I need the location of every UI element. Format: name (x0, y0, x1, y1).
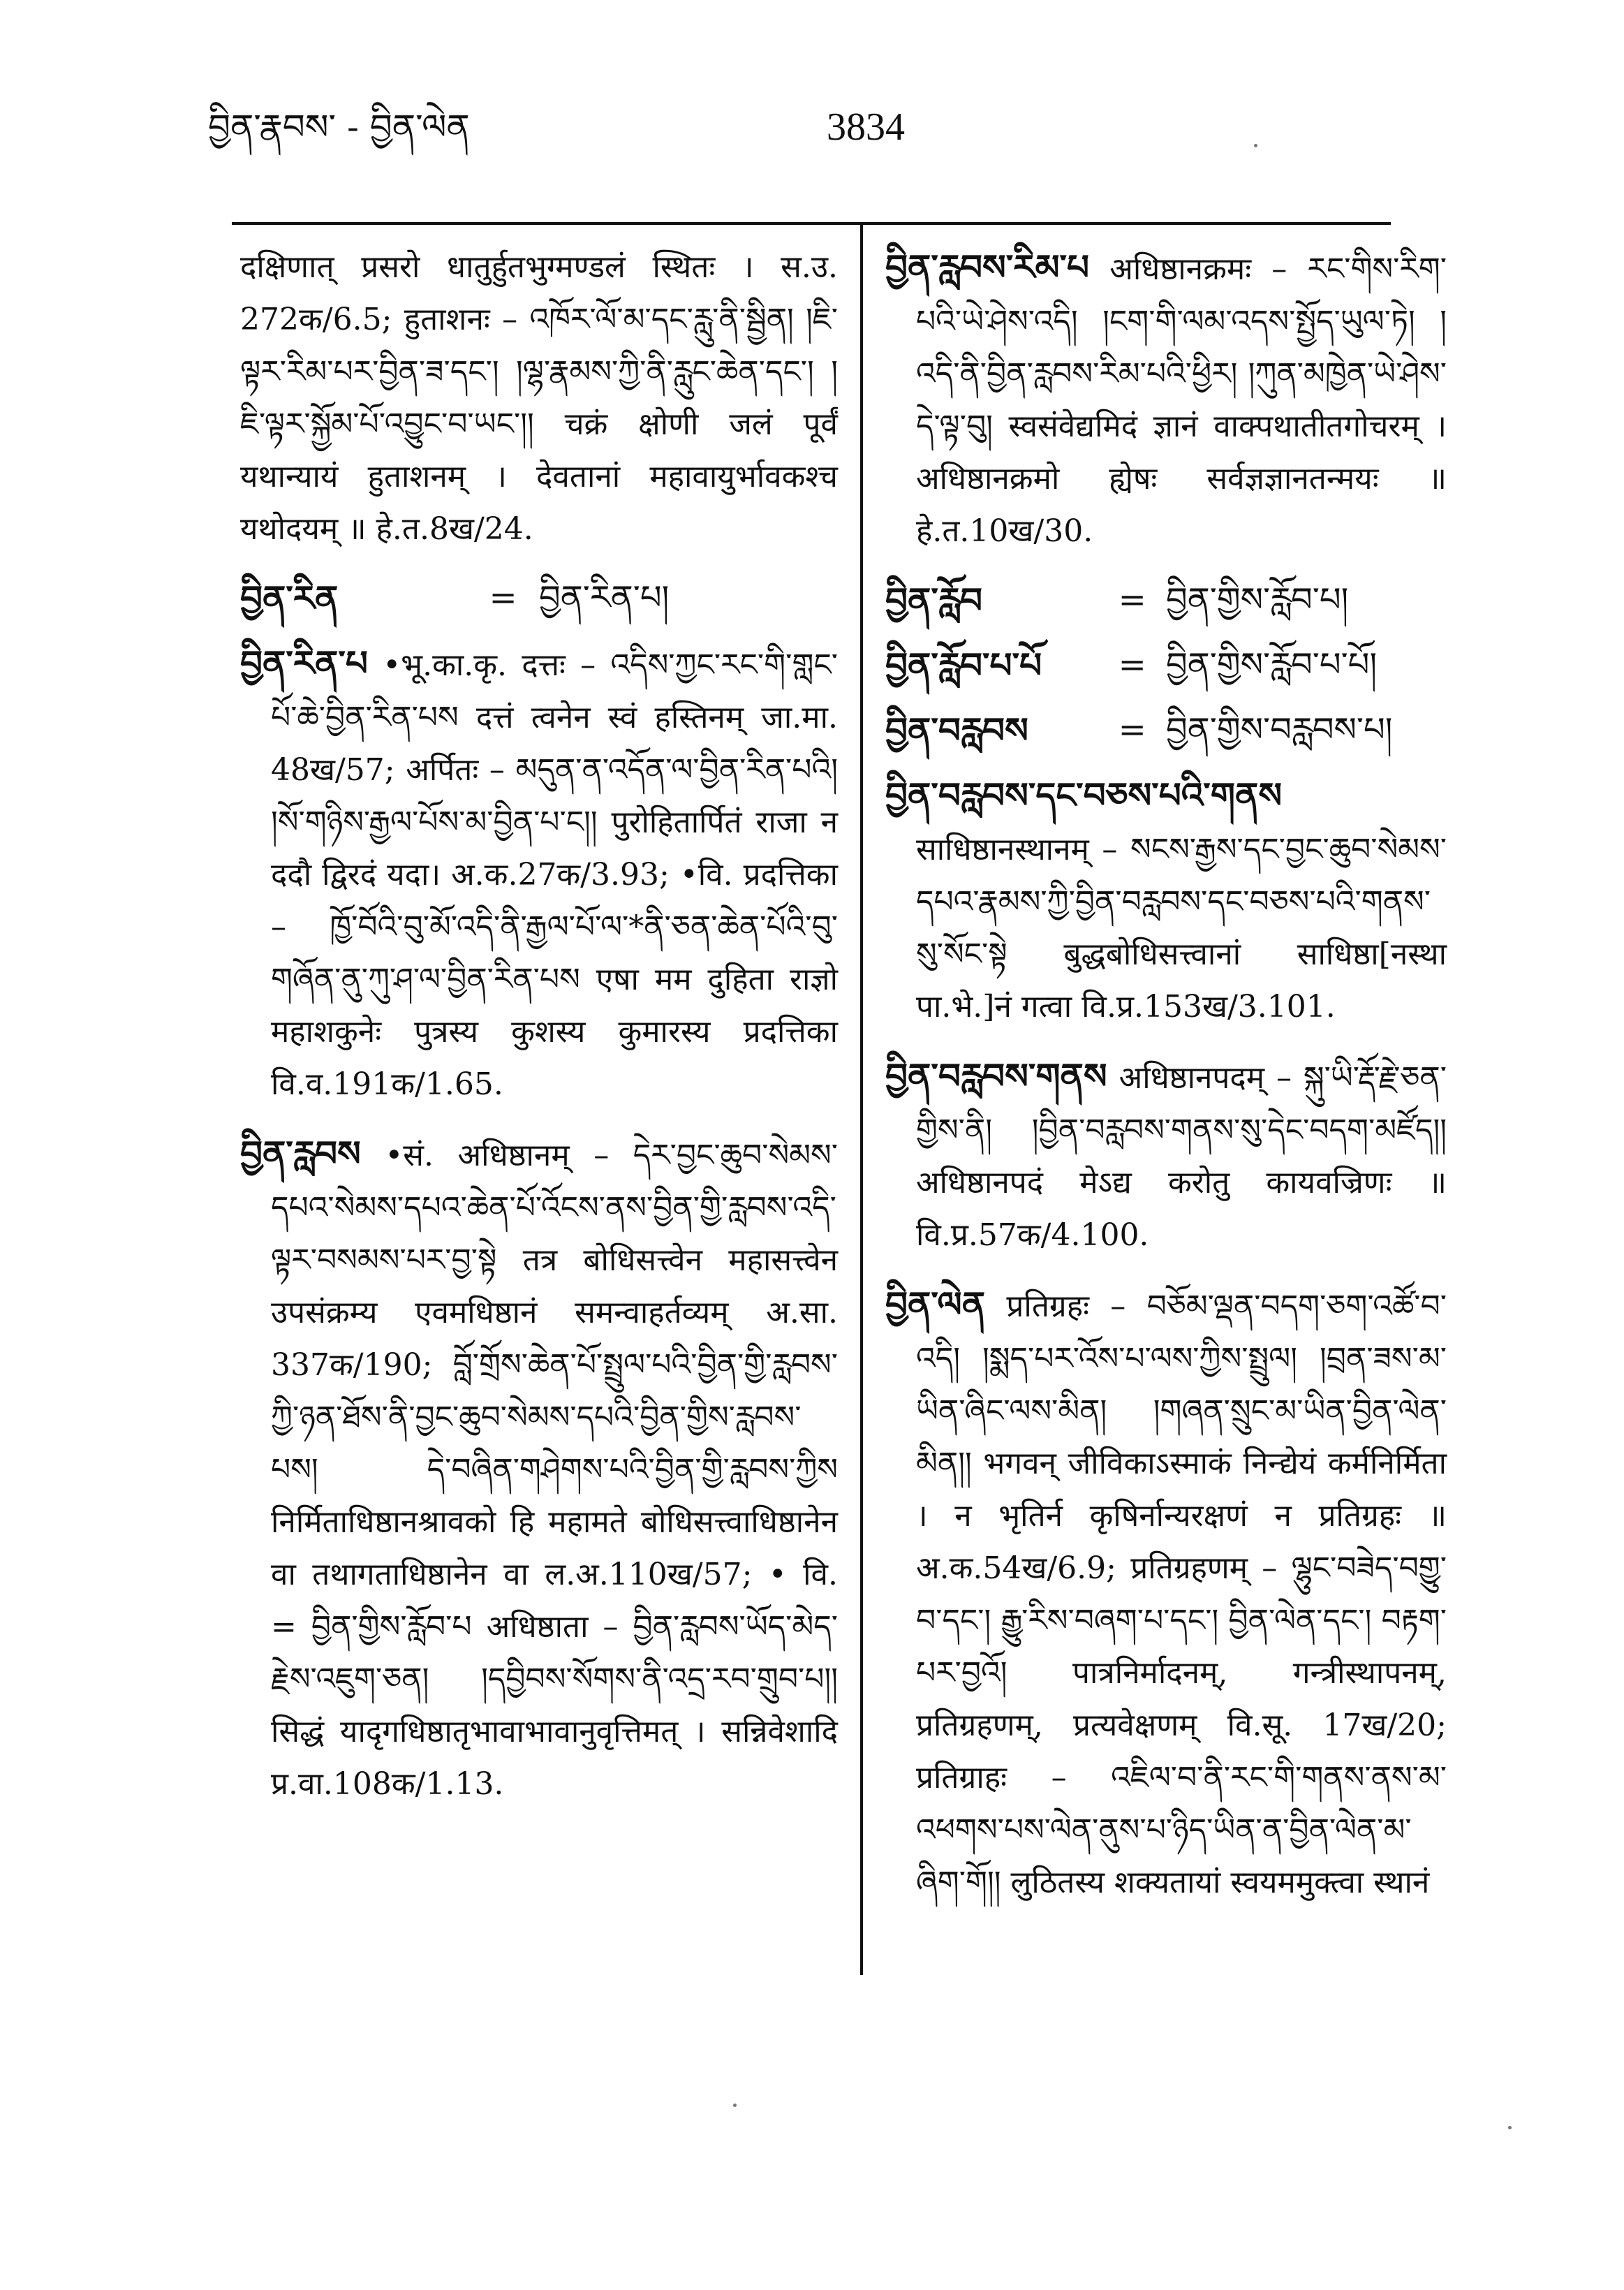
entry-headword: བྱིན་རློབ་པ་པོ (885, 645, 1042, 686)
cross-reference-target: བྱིན་གྱིས་བརླབས་པ། (1165, 710, 1393, 749)
dictionary-entry (885, 1050, 1447, 1261)
right-column (885, 241, 1447, 1925)
cross-reference-entry (885, 704, 1447, 756)
scan-speck (1508, 2126, 1512, 2129)
entry-text: अधिष्ठानक्रमः – རང་གིས་རིག་པའི་ཡེ་ཤེས་འདི། །ངག་གི་ལམ་འདས་སྤྱོད་ཡུལ་ཏེ། །འདི་ནི་བྱིན་རླབས་རིམ་པའི་ཕྱིར། །ཀུན་མཁྱེན་ཡེ་ཤེས་དེ་ལྟ་བུ། स्वसंवेद्यमिदं ज्ञानं वाक्पथातीतगोचरम् । अधिष्ठानक्रमो ह्येषः सर्वज्ञज्ञानतन्मयः ॥ हे.त.10ख/30. (916, 251, 1447, 549)
entry-text: •भू.का.कृ. दत्तः – འདིས་ཀྱང་རང་གི་གླང་པོ་ཆེ་བྱིན་རིན་པས दत्तं त्वनेन स्वं हस्तिनम् जा.मा. 48ख/57; अर्पितः – མདུན་ན་འདོན་ལ་བྱིན་རིན་པའི། །སོ་གཉིས་རྒྱལ་པོས་མ་བྱིན་པ་ང།། पुरोहितार्पितं राजा न ददौ द्विरदं यदा। अ.क.27क/3.93; •वि. प्रदत्तिका – ཁྱོ་བོའི་བུ་མོ་འདི་ནི་རྒྱལ་པོ་ལ་*ནི་ཅན་ཆེན་པོའི་བུ་གཞོན་ནུ་ཀུ་ཤ་ལ་བྱིན་རིན་པས एषा मम दुहिता राज्ञो महाशकुनेः पुत्रस्य कुशस्य कुमारस्य प्रदत्तिका वि.व.191क/1.65. (271, 647, 838, 1102)
scan-speck (733, 2104, 737, 2107)
entry-continuation (240, 241, 838, 555)
header-rule (232, 222, 1391, 225)
entry-headword: བྱིན་བརླབས (885, 710, 1028, 751)
entry-text: प्रतिग्रहः – བཅོམ་ལྡན་བདག་ཅག་འཚོ་བ་འདི། །སྨད་པར་འོས་པ་ལས་ཀྱིས་སྤྲུལ། །བྲན་ཟས་མ་ཡིན་ཞིང་ལས་མིན། །གཞན་སྲུང་མ་ཡིན་བྱིན་ལེན་མིན།། भगवन् जीविकाऽस्माकं निन्द्येयं कर्मनिर्मिता । न भृतिर्न कृषिर्नान्यरक्षणं न प्रतिग्रहः ॥ अ.क.54ख/6.9; प्रतिग्रहणम् – ལྷུང་བཟེད་བགྱུ་བ་དང་། རྒྱུ་རིས་བཞག་པ་དང་། བྱིན་ལེན་དང་། བརྟག་པར་བྱའོ། पात्रनिर्मादनम्, गन्त्रीस्थापनम्, प्रतिग्रहणम्, प्रत्यवेक्षणम् वि.सू. 17ख/20; प्रतिग्राहः – འཇིལ་བ་ནི་རང་གི་གནས་ནས་མ་འཕགས་པས་ལེན་ནུས་པ་ཉིད་ཡིན་ན་བྱིན་ལེན་མ་ཞིག་གོ།། लुठितस्य शक्यतायां स्वयममुक्त्वा स्थानं (916, 1289, 1447, 1900)
entry-headword: བྱིན་རླབས་རིམ་པ (885, 247, 1090, 288)
page-number: 3834 (827, 105, 905, 149)
entry-headword: བྱིན་རློབ (885, 580, 983, 621)
entry-headword: བྱིན་རླབས (240, 1133, 361, 1174)
scan-speck (1254, 144, 1257, 147)
column-divider (860, 222, 863, 1975)
entry-headword: བྱིན་བརླབས་གནས (885, 1055, 1107, 1096)
entry-headword: བྱིན་ལེན (885, 1284, 986, 1325)
left-column (240, 241, 838, 1827)
dictionary-entry (240, 1127, 838, 1810)
cross-reference-target: བྱིན་རིན་པ། (538, 578, 670, 617)
dictionary-entry (885, 769, 1447, 1033)
entry-text: अधिष्ठानपदम् – སྐུ་ཡི་རྡོ་རྗེ་ཅན་གྱིས་ནི། །བྱིན་བརླབས་གནས་སུ་དེང་བདག་མཛོད།། अधिष्ठानपदं मेऽद्य करोतु कायवज्रिणः ॥ वि.प्र.57क/4.100. (916, 1060, 1447, 1253)
cross-reference-entry (885, 639, 1447, 691)
entry-headword: བྱིན་རིན (240, 578, 339, 619)
dictionary-entry (885, 1278, 1447, 1909)
dictionary-entry (240, 637, 838, 1110)
entry-text: साधिष्ठानस्थानम् – སངས་རྒྱས་དང་བྱང་ཆུབ་སེམས་དཔའ་རྣམས་ཀྱི་བྱིན་བརླབས་དང་བཅས་པའི་གནས་སུ་སོང་སྟེ बुद्धबोधिसत्त्वानां साधिष्ठा[नस्था पा.भे.]नं गत्वा वि.प्र.153ख/3.101. (916, 832, 1447, 1025)
cross-reference-entry (885, 574, 1447, 626)
equals-sign: = (1118, 645, 1146, 684)
entry-text: •सं. अधिष्ठानम् – དེར་བྱང་ཆུབ་སེམས་དཔའ་སེམས་དཔའ་ཆེན་པོ་འོངས་ནས་བྱིན་གྱི་རླབས་འདི་ལྟར་བསམས་པར་བྱ་སྟེ तत्र बोधिसत्त्वेन महासत्त्वेन उपसंक्रम्य एवमधिष्ठानं समन्वाहर्तव्यम् अ.सा. 337क/190; བློ་གྲོས་ཆེན་པོ་སྤྲུལ་པའི་བྱིན་གྱི་རླབས་ཀྱི་ཉན་ཐོས་ནི་བྱང་ཆུབ་སེམས་དཔའི་བྱིན་གྱིས་རླབས་པས། དེ་བཞིན་གཤེགས་པའི་བྱིན་གྱི་རླབས་ཀྱིས निर्मिताधिष्ठानश्रावको हि महामते बोधिसत्त्वाधिष्ठानेन वा तथागताधिष्ठानेन वा ल.अ.110ख/57; • वि. = བྱིན་གྱིས་རློབ་པ अधिष्ठाता – བྱིན་རླབས་ཡོད་མེད་རྗེས་འཇུག་ཅན། །དབྱིབས་སོགས་ནི་འདྲ་རབ་གྲུབ་པ།། सिद्धं यादृगधिष्ठातृभावाभावानुवृत्तिमत् । सन्निवेशादि प्र.वा.108क/1.13. (271, 1138, 838, 1802)
running-head: བྱིན་རྣབས་ - བྱིན་ལེན (208, 107, 470, 147)
equals-sign: = (1118, 710, 1146, 749)
entry-text: दक्षिणात् प्रसरो धातुर्हुतभुग्मण्डलं स्थितः । स.उ. 272क/6.5; हुताशनः – འཁོར་ལོ་མ་དང་རླུ་ནི་སྦྱིན། །ཇི་ལྟར་རིམ་པར་བྱིན་ཟ་དང་། །ལྷ་རྣམས་ཀྱི་ནི་རླུང་ཆེན་དང་། །ཇི་ལྟར་སྐྱོམ་པོ་འབྱུང་བ་ཡང་།། चक्रं क्षोणी जलं पूर्वं यथान्यायं हुताशनम् । देवतानां महावायुर्भावकश्च यथोदयम् ॥ हे.त.8ख/24. (240, 249, 838, 547)
cross-reference-target: བྱིན་གྱིས་རློབ་པ་པོ། (1165, 645, 1378, 684)
equals-sign: = (1118, 580, 1146, 619)
entry-headword: བྱིན་བརླབས་དང་བཅས་པའི་གནས (885, 775, 1283, 816)
equals-sign: = (489, 578, 517, 617)
dictionary-entry (885, 241, 1447, 557)
entry-headword: བྱིན་རིན་པ (240, 643, 368, 684)
cross-reference-entry (240, 572, 838, 624)
cross-reference-target: བྱིན་གྱིས་རློབ་པ། (1165, 580, 1349, 619)
